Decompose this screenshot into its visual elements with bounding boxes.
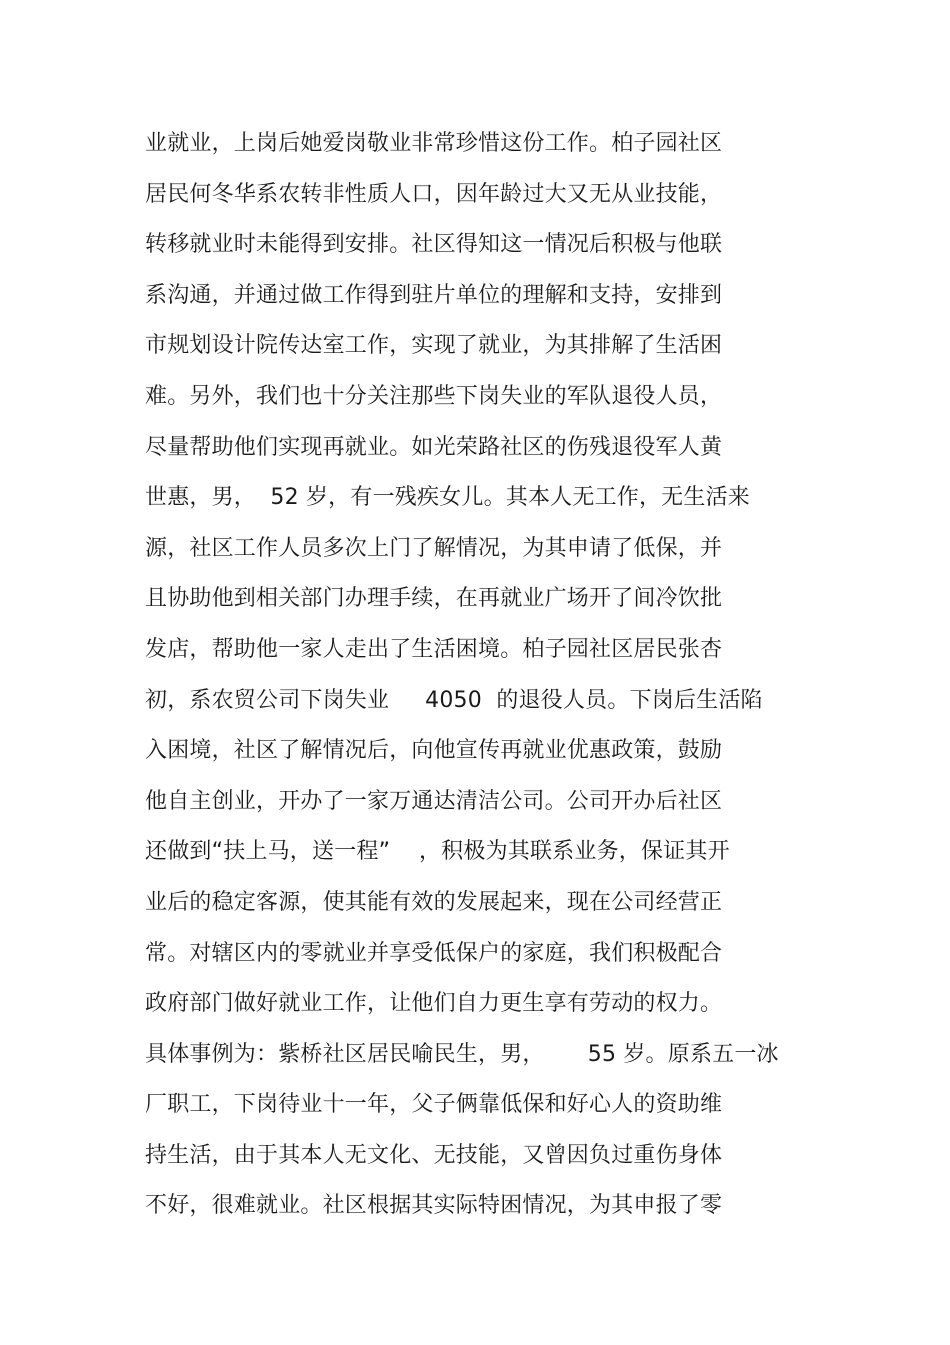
text-line: 厂职工，下岗待业十一年，父子俩靠低保和好心人的资助维 [145, 1092, 723, 1118]
text-line: 具体事例为：紫桥社区居民喻民生，男， 55 岁。原系五一冰 [145, 1041, 779, 1067]
text-line: 政府部门做好就业工作，让他们自力更生享有劳动的权力。 [145, 991, 723, 1017]
body-text [145, 119, 845, 1232]
text-line: 不好，很难就业。社区根据其实际特困情况，为其申报了零 [145, 1193, 723, 1219]
text-line: 市规划设计院传达室工作，实现了就业，为其排解了生活困 [145, 333, 723, 359]
text-line: 还做到“扶上马，送一程” ，积极为其联系业务，保证其开 [145, 839, 730, 865]
text-line: 他自主创业，开办了一家万通达清洁公司。公司开办后社区 [145, 788, 723, 814]
text-line: 入困境，社区了解情况后，向他宣传再就业优惠政策，鼓励 [145, 738, 723, 764]
text-line: 世惠，男， 52 岁，有一残疾女儿。其本人无工作，无生活来 [145, 485, 750, 511]
text-line: 持生活，由于其本人无文化、无技能，又曾因负过重伤身体 [145, 1142, 723, 1168]
text-line: 且协助他到相关部门办理手续，在再就业广场开了间冷饮批 [145, 586, 723, 612]
text-line: 尽量帮助他们实现再就业。如光荣路社区的伤残退役军人黄 [145, 434, 723, 460]
text-line: 难。另外，我们也十分关注那些下岗失业的军队退役人员， [145, 383, 723, 409]
text-line: 初，系农贸公司下岗失业 4050 的退役人员。下岗后生活陷 [145, 687, 763, 713]
text-line: 业后的稳定客源，使其能有效的发展起来，现在公司经营正 [145, 889, 723, 915]
text-line: 发店，帮助他一家人走出了生活困境。柏子园社区居民张杏 [145, 636, 723, 662]
text-line: 转移就业时未能得到安排。社区得知这一情况后积极与他联 [145, 232, 723, 258]
text-line: 居民何冬华系农转非性质人口，因年龄过大又无从业技能， [145, 181, 723, 207]
text-line: 源，社区工作人员多次上门了解情况，为其申请了低保，并 [145, 535, 723, 561]
text-line: 常。对辖区内的零就业并享受低保户的家庭，我们积极配合 [145, 940, 723, 966]
text-line: 业就业，上岗后她爱岗敬业非常珍惜这份工作。柏子园社区 [145, 131, 723, 156]
text-line: 系沟通，并通过做工作得到驻片单位的理解和支持，安排到 [145, 282, 723, 308]
